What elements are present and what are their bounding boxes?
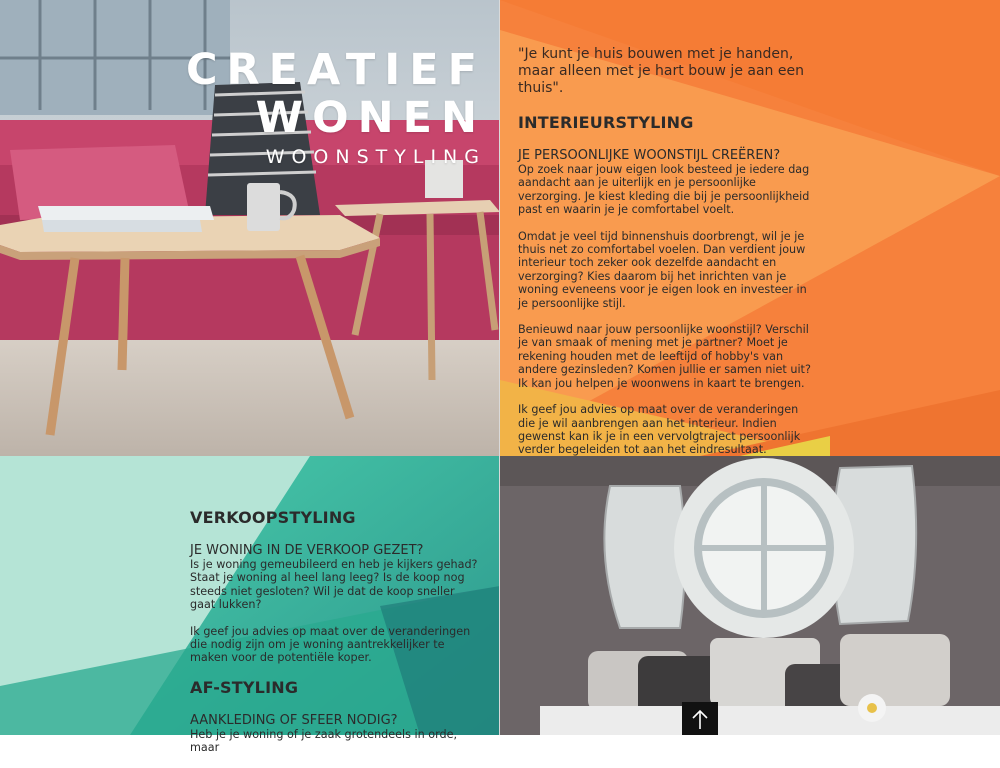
interieur-paragraph-1: Op zoek naar jouw eigen look besteed je iedere dag aandacht aan je uiterlijk en je persoonlijke verzorging. Je kiest kleding die bij je persoonlijkheid past en waarin je je comfortabel voelt. bbox=[518, 163, 810, 217]
interieur-paragraph-4: Ik geef jou advies op maat over de veranderingen die je wil aanbrengen aan het interieur. Indien gewenst kan ik je in een vervolgtraject persoonlijk verder begeleiden tot aan het eindresultaat. bbox=[518, 403, 801, 457]
afstyling-paragraph: Heb je je woning of je zaak grotendeels in orde, maar bbox=[190, 727, 458, 755]
back-to-top-button[interactable] bbox=[682, 702, 718, 735]
afstyling-subheading: AANKLEDING OF SFEER NODIG? bbox=[190, 712, 398, 728]
hero-title bbox=[186, 46, 486, 168]
interieur-paragraph-3: Benieuwd naar jouw persoonlijke woonstijl? Verschil je van smaak of mening met je partner? Moet je rekening houden met de leeftijd of hobby's van andere gezinsleden? Komen jullie er samen niet uit? Ik kan jou helpen je woonwens in kaart te brengen. bbox=[518, 323, 811, 390]
interieur-paragraph-2: Omdat je veel tijd binnenshuis doorbrengt, wil je je thuis net zo comfortabel voelen. Dan verdient jouw interieur toch zeker ook dezelfde aandacht en verzorging? Kies daarom bij het inrichten van je woning eveneens voor je eigen look en investeer in je persoonlijke stijl. bbox=[518, 229, 807, 310]
verkoop-content bbox=[190, 508, 480, 768]
verkoop-paragraph-2: Ik geef jou advies op maat over de veranderingen die nodig zijn om je woning aantrekkelijker te maken voor de potentiële koper. bbox=[190, 624, 471, 665]
afstyling-heading: AF-STYLING bbox=[190, 677, 299, 697]
interieur-content bbox=[518, 46, 818, 470]
arrow-up-icon bbox=[691, 708, 709, 730]
hero-photo-panel bbox=[0, 0, 500, 456]
hero-title-line2: WONEN bbox=[255, 93, 486, 143]
interieur-quote: "Je kunt je huis bouwen met je handen, maar alleen met je hart bouw je aan een thuis". bbox=[518, 46, 804, 96]
interieur-heading: INTERIEURSTYLING bbox=[518, 113, 694, 132]
hero-title-line1: CREATIEF bbox=[185, 45, 486, 95]
bedroom-photo-panel bbox=[500, 456, 1000, 735]
interieur-subheading: JE PERSOONLIJKE WOONSTIJL CREËREN? bbox=[518, 148, 781, 163]
bedroom-photo bbox=[500, 456, 1000, 735]
verkoop-subheading: JE WONING IN DE VERKOOP GEZET? bbox=[190, 543, 424, 558]
hero-subtitle: WOONSTYLING bbox=[265, 146, 486, 168]
verkoop-paragraph-1: Is je woning gemeubileerd en heb je kijkers gehad? Staat je woning al heel lang leeg? Is de koop nog steeds niet gesloten? Wil je dat de koop sneller gaat lukken? bbox=[190, 558, 478, 612]
verkoop-heading: VERKOOPSTYLING bbox=[190, 508, 356, 527]
panel-divider bbox=[499, 0, 500, 735]
